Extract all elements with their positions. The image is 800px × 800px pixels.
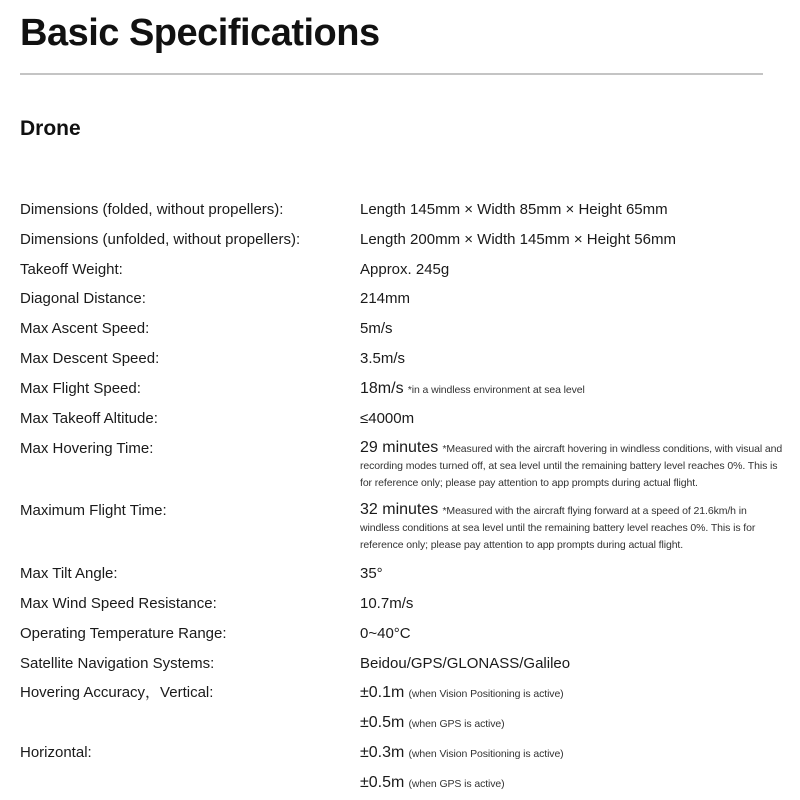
- spec-note: *Measured with the aircraft hovering in windless conditions, with visual and recording modes turned off, at sea level until the remaining battery level reaches 0%. This is for reference only; please pay attention to app prompts during actual flight.: [360, 443, 783, 489]
- spec-label: Diagonal Distance:: [20, 290, 146, 307]
- spec-note: *in a windless environment at sea level: [407, 384, 585, 396]
- title-divider: [20, 73, 763, 75]
- spec-value: [360, 684, 785, 703]
- spec-label: Max Descent Speed:: [20, 350, 160, 367]
- spec-value-main: ±0.3m: [360, 744, 405, 761]
- spec-value: [360, 350, 785, 368]
- spec-value: [360, 714, 785, 733]
- spec-label: Maximum Flight Time:: [20, 502, 167, 519]
- spec-label: Max Takeoff Altitude:: [20, 410, 158, 427]
- spec-label: Hovering Accuracy，Vertical:: [20, 684, 214, 701]
- spec-value-main: ±0.5m: [360, 774, 405, 791]
- spec-label: Max Ascent Speed:: [20, 320, 150, 337]
- spec-value-main: ≤4000m: [360, 410, 415, 427]
- spec-value: [360, 655, 785, 673]
- page-title: Basic Specifications: [20, 12, 380, 54]
- spec-label: Max Flight Speed:: [20, 380, 141, 397]
- spec-note: (when Vision Positioning is active): [408, 748, 564, 760]
- spec-value-main: 0~40°C: [360, 625, 411, 642]
- spec-value-main: 18m/s: [360, 380, 404, 397]
- spec-note: (when Vision Positioning is active): [408, 688, 564, 700]
- spec-value: [360, 320, 785, 338]
- spec-label: Max Tilt Angle:: [20, 565, 118, 582]
- spec-label: Operating Temperature Range:: [20, 625, 227, 642]
- spec-label: Horizontal:: [20, 744, 92, 761]
- spec-value-main: 10.7m/s: [360, 595, 414, 612]
- spec-label: Dimensions (folded, without propellers):: [20, 201, 284, 218]
- spec-value: [360, 565, 785, 583]
- spec-label: Max Hovering Time:: [20, 440, 154, 457]
- spec-value-main: Beidou/GPS/GLONASS/Galileo: [360, 655, 571, 672]
- spec-value: [360, 290, 785, 308]
- spec-label: Takeoff Weight:: [20, 261, 123, 278]
- spec-value-main: Length 145mm × Width 85mm × Height 65mm: [360, 201, 668, 218]
- spec-value: [360, 410, 785, 428]
- spec-value-main: ±0.1m: [360, 684, 405, 701]
- spec-note: (when GPS is active): [408, 718, 505, 730]
- spec-value-main: 3.5m/s: [360, 350, 406, 367]
- spec-value: [360, 625, 785, 643]
- spec-value-main: 214mm: [360, 290, 411, 307]
- spec-value-main: 35°: [360, 565, 383, 582]
- section-heading: Drone: [20, 117, 81, 140]
- spec-note: *Measured with the aircraft flying forward at a speed of 21.6km/h in windless conditions at sea level until the remaining battery level reaches 0%. This is for reference only; please pay attention to app prompts during actual flight.: [360, 505, 756, 551]
- spec-label: Max Wind Speed Resistance:: [20, 595, 217, 612]
- spec-value-main: 32 minutes: [360, 501, 439, 518]
- spec-value-main: ±0.5m: [360, 714, 405, 731]
- spec-value: [360, 380, 785, 399]
- spec-value: [360, 595, 785, 613]
- spec-value-main: Length 200mm × Width 145mm × Height 56mm: [360, 231, 676, 248]
- spec-value: [360, 231, 785, 249]
- spec-label: Dimensions (unfolded, without propellers):: [20, 231, 301, 248]
- spec-value: [360, 744, 785, 763]
- spec-note: (when GPS is active): [408, 778, 505, 790]
- spec-value: [360, 774, 785, 793]
- spec-value-main: 29 minutes: [360, 439, 439, 456]
- spec-value: [360, 502, 785, 553]
- spec-value-main: Approx. 245g: [360, 261, 450, 278]
- spec-value-main: 5m/s: [360, 320, 393, 337]
- spec-value: [360, 201, 785, 219]
- spec-value: [360, 440, 785, 491]
- spec-value: [360, 261, 785, 279]
- spec-label: Satellite Navigation Systems:: [20, 655, 215, 672]
